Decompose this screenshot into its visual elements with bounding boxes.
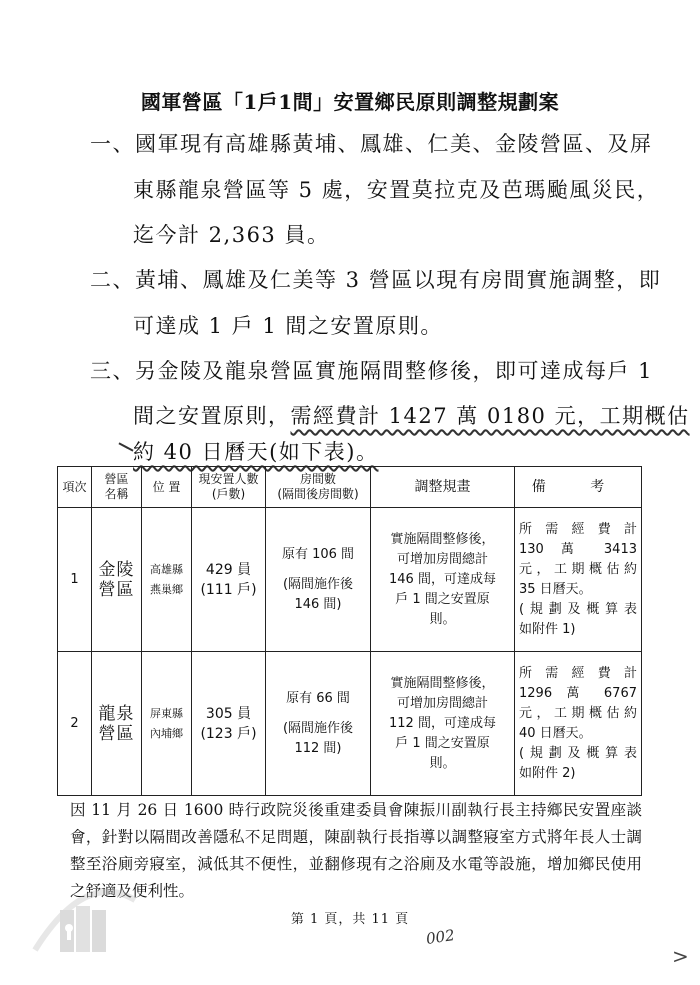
header-people (192, 467, 266, 508)
row-1-remark (515, 508, 642, 652)
item-3-line-2-plain: 間之安置原則， (133, 404, 291, 428)
header-rooms (266, 467, 371, 508)
row-1-plan-line-5: 則。 (429, 611, 456, 627)
row-2-rooms-line-3: 112 間) (294, 740, 342, 756)
row-1-remark-line-5: (規劃及概算表 (519, 601, 637, 617)
row-2-remark-line-5: (規劃及概算表 (519, 745, 637, 761)
header-remark: 備 考 (515, 467, 642, 508)
row-1-plan-line-1: 實施隔間整修後， (390, 531, 495, 547)
row-1-remark-line-4: 35 日曆天。 (519, 581, 592, 597)
item-2-line-1: 二、黃埔、鳳雄及仁美等 3 營區以現有房間實施調整，即 (90, 268, 662, 292)
row-1-plan-line-4: 戶 1 間之安置原 (395, 591, 490, 607)
renovation-plan-table (57, 466, 642, 796)
row-1-rooms-line-1: 原有 106 間 (281, 546, 355, 562)
item-1-line-3: 迄今計 2,363 員。 (133, 223, 330, 247)
item-3-line-2 (133, 400, 690, 430)
row-2-remark-line-4: 40 日曆天。 (519, 725, 592, 741)
row-2-location (142, 652, 192, 796)
row-1-plan-line-2: 可增加房間總計 (396, 551, 488, 567)
header-camp-line-1: 營區 (104, 472, 129, 486)
row-2-remark-line-6: 如附件 2) (519, 765, 576, 781)
row-2-plan-line-3: 112 間，可達成每 (389, 715, 496, 731)
table-header-row (58, 467, 642, 508)
row-2-remark (515, 652, 642, 796)
row-1-remark-line-6: 如附件 1) (519, 621, 576, 637)
row-2-remark-line-1: 所需經費計 (519, 665, 637, 681)
row-2-plan-line-1: 實施隔間整修後， (390, 675, 495, 691)
row-1-people-line-2: (111 戶) (200, 581, 257, 598)
meeting-note-paragraph: 因 11 月 26 日 1600 時行政院災後重建委員會陳振川副執行長主持鄉民安置座談會，針對以隔間改善隱私不足問題，陳副執行長指導以調整寢室方式將年長人士調整至浴廁旁寢室，減低其不便性，並翻修現有之浴廁及水電等設施，增加鄉民使用之舒適及便利性。 (70, 801, 642, 900)
row-1-rooms (266, 508, 371, 652)
margin-mark: > (672, 944, 689, 968)
row-1-location-line-2: 燕巢鄉 (150, 582, 183, 596)
item-1-line-1: 一、國軍現有高雄縣黃埔、鳳雄、仁美、金陵營區、及屏 (90, 132, 653, 156)
row-2-rooms-line-2: (隔間施作後 (282, 720, 354, 736)
handwritten-tick-mark (118, 442, 133, 451)
row-1-no: 1 (58, 508, 92, 652)
table-row (58, 652, 642, 796)
header-people-line-1: 現安置人數 (198, 472, 259, 486)
row-2-camp-line-2: 營區 (98, 723, 135, 744)
row-1-remark-line-1: 所需經費計 (519, 521, 637, 537)
item-3-cost-underlined: 需經費計 1427 萬 0180 元，工期概估 (290, 404, 690, 428)
row-1-camp-line-2: 營區 (98, 579, 135, 600)
item-2-line-2: 可達成 1 戶 1 間之安置原則。 (133, 314, 443, 338)
row-2-rooms (266, 652, 371, 796)
row-2-plan-line-2: 可增加房間總計 (396, 695, 488, 711)
header-rooms-line-1: 房間數 (299, 472, 336, 486)
row-1-plan (371, 508, 515, 652)
row-1-plan-line-3: 146 間，可達成每 (389, 571, 496, 587)
header-plan: 調整規畫 (371, 467, 515, 508)
row-2-plan-line-4: 戶 1 間之安置原 (395, 735, 490, 751)
header-camp-line-2: 名稱 (104, 487, 129, 501)
row-2-people-line-2: (123 戶) (200, 725, 257, 742)
row-1-location (142, 508, 192, 652)
row-2-camp-line-1: 龍泉 (98, 703, 135, 724)
row-2-plan-line-5: 則。 (429, 755, 456, 771)
row-1-rooms-line-3: 146 間) (294, 596, 342, 612)
row-1-remark-line-2: 130 萬 3413 (519, 541, 637, 557)
row-1-camp-line-1: 金陵 (98, 559, 135, 580)
page-footer: 第 1 頁，共 11 頁 (290, 912, 410, 927)
row-2-remark-line-3: 元，工期概估約 (519, 705, 637, 721)
row-2-plan (371, 652, 515, 796)
row-1-camp (92, 508, 142, 652)
row-2-remark-line-2: 1296 萬 6767 (519, 685, 637, 701)
row-1-location-line-1: 高雄縣 (150, 562, 183, 576)
item-3-line-3: 約 40 日曆天(如下表)。 (133, 440, 379, 464)
row-2-camp (92, 652, 142, 796)
row-2-location-line-1: 屏東縣 (150, 706, 183, 720)
row-2-location-line-2: 內埔鄉 (150, 726, 183, 740)
header-no: 項次 (58, 467, 92, 508)
item-1-line-2: 東縣龍泉營區等 5 處，安置莫拉克及芭瑪颱風災民， (133, 178, 660, 202)
row-2-people-line-1: 305 員 (205, 705, 252, 722)
row-1-people-line-1: 429 員 (205, 561, 252, 578)
item-3-line-1: 三、另金陵及龍泉營區實施隔間整修後，即可達成每戶 1 (90, 359, 654, 383)
header-location: 位 置 (142, 467, 192, 508)
header-rooms-line-2: (隔間後房間數) (277, 487, 359, 501)
header-camp (92, 467, 142, 508)
row-1-rooms-line-2: (隔間施作後 (282, 576, 354, 592)
row-2-rooms-line-1: 原有 66 間 (286, 690, 350, 706)
row-1-remark-line-3: 元，工期概估約 (519, 561, 637, 577)
header-people-line-2: (戶數) (211, 487, 246, 501)
row-1-people (192, 508, 266, 652)
document-title: 國軍營區「1戶1間」安置鄉民原則調整規劃案 (140, 90, 560, 114)
row-2-no: 2 (58, 652, 92, 796)
table-row (58, 508, 642, 652)
row-2-people (192, 652, 266, 796)
handwritten-page-number: 002 (424, 926, 456, 948)
